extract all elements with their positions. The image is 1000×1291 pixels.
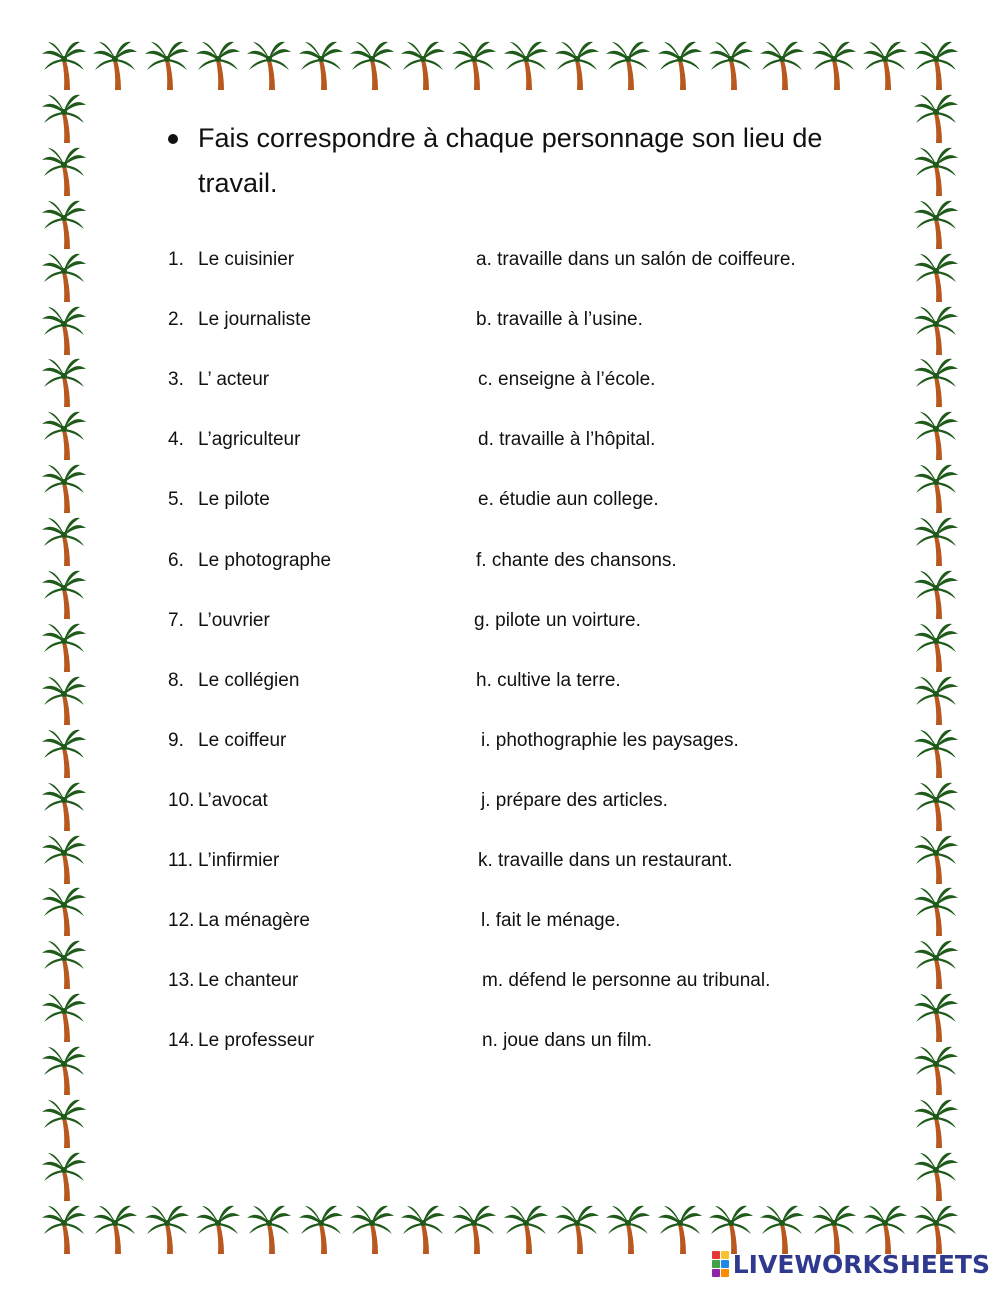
item-term: L’ acteur [198, 369, 270, 390]
palm-tree-icon [196, 1204, 240, 1256]
palm-tree-icon [196, 40, 240, 92]
list-item [0, 429, 1000, 459]
palm-tree-icon [42, 1151, 86, 1203]
palm-tree-icon [350, 40, 394, 92]
item-number: 3. [168, 369, 184, 390]
item-term: Le journaliste [198, 309, 312, 330]
palm-tree-icon [658, 40, 702, 92]
palm-tree-icon [709, 1204, 753, 1256]
item-definition: e. étudie aun college. [478, 489, 659, 510]
palm-tree-icon [93, 40, 137, 92]
item-definition: d. travaille à l’hôpital. [478, 429, 656, 450]
palm-tree-icon [914, 1151, 958, 1203]
palm-tree-icon [555, 1204, 599, 1256]
logo-square [721, 1269, 729, 1277]
palm-tree-icon [914, 199, 958, 251]
palm-tree-icon [93, 1204, 137, 1256]
palm-tree-icon [914, 1204, 958, 1256]
list-item [0, 850, 1000, 880]
item-number: 12. [168, 910, 195, 931]
list-item [0, 489, 1000, 519]
list-item [0, 670, 1000, 700]
palm-tree-icon [606, 1204, 650, 1256]
palm-tree-icon [812, 40, 856, 92]
item-number: 11. [168, 850, 194, 871]
item-number: 2. [168, 309, 184, 330]
item-number: 5. [168, 489, 184, 510]
item-number: 4. [168, 429, 184, 450]
item-definition: i. phothographie les paysages. [481, 730, 739, 751]
item-number: 9. [168, 730, 184, 751]
logo-square [721, 1260, 729, 1268]
palm-tree-icon [350, 1204, 394, 1256]
palm-tree-icon [145, 1204, 189, 1256]
palm-tree-icon [299, 40, 343, 92]
item-term: L’infirmier [198, 850, 280, 871]
item-definition: g. pilote un voirture. [474, 610, 641, 631]
palm-tree-icon [709, 40, 753, 92]
item-term: L’avocat [198, 790, 268, 811]
liveworksheets-logo [712, 1251, 990, 1277]
logo-square [712, 1269, 720, 1277]
item-term: La ménagère [198, 910, 310, 931]
palm-tree-icon [504, 40, 548, 92]
item-definition: a. travaille dans un salón de coiffeure. [476, 249, 796, 270]
palm-tree-icon [812, 1204, 856, 1256]
palm-tree-icon [42, 1204, 86, 1256]
palm-tree-icon [914, 146, 958, 198]
item-term: Le cuisinier [198, 249, 295, 270]
palm-tree-icon [452, 40, 496, 92]
logo-square [721, 1251, 729, 1259]
palm-tree-icon [914, 40, 958, 92]
palm-tree-icon [452, 1204, 496, 1256]
list-item [0, 550, 1000, 580]
list-item [0, 1030, 1000, 1060]
palm-tree-icon [760, 1204, 804, 1256]
palm-tree-icon [658, 1204, 702, 1256]
bullet-icon [168, 134, 178, 144]
palm-tree-icon [914, 93, 958, 145]
item-definition: n. joue dans un film. [482, 1030, 653, 1051]
item-term: L’agriculteur [198, 429, 301, 450]
list-item [0, 790, 1000, 820]
palm-tree-icon [863, 40, 907, 92]
item-number: 1. [168, 249, 184, 270]
palm-tree-icon [42, 93, 86, 145]
logo-square [712, 1260, 720, 1268]
instruction-text: Fais correspondre à chaque personnage son lieu de travail. [198, 123, 823, 198]
item-term: Le photographe [198, 550, 332, 571]
item-definition: c. enseigne à l’école. [478, 369, 656, 390]
list-item [0, 309, 1000, 339]
palm-tree-icon [401, 1204, 445, 1256]
item-definition: m. défend le personne au tribunal. [482, 970, 771, 991]
palm-tree-icon [42, 199, 86, 251]
palm-tree-icon [42, 1098, 86, 1150]
palm-tree-icon [247, 40, 291, 92]
palm-tree-icon [863, 1204, 907, 1256]
logo-square [712, 1251, 720, 1259]
palm-tree-icon [760, 40, 804, 92]
logo-mark-icon [712, 1251, 729, 1277]
item-number: 7. [168, 610, 184, 631]
palm-tree-icon [42, 40, 86, 92]
palm-tree-icon [606, 40, 650, 92]
list-item [0, 249, 1000, 279]
item-term: Le professeur [198, 1030, 315, 1051]
palm-tree-icon [555, 40, 599, 92]
item-definition: l. fait le ménage. [481, 910, 621, 931]
item-number: 14. [168, 1030, 195, 1051]
item-number: 6. [168, 550, 184, 571]
palm-tree-icon [145, 40, 189, 92]
item-definition: j. prépare des articles. [481, 790, 668, 811]
list-item [0, 730, 1000, 760]
list-item [0, 910, 1000, 940]
item-term: Le coiffeur [198, 730, 287, 751]
item-number: 10. [168, 790, 195, 811]
item-number: 13. [168, 970, 195, 991]
palm-tree-icon [299, 1204, 343, 1256]
instruction [168, 116, 868, 206]
list-item [0, 610, 1000, 640]
palm-tree-icon [504, 1204, 548, 1256]
item-definition: h. cultive la terre. [476, 670, 621, 691]
item-number: 8. [168, 670, 184, 691]
item-term: Le chanteur [198, 970, 299, 991]
list-item [0, 970, 1000, 1000]
item-term: Le pilote [198, 489, 270, 510]
palm-tree-icon [42, 146, 86, 198]
item-definition: k. travaille dans un restaurant. [478, 850, 733, 871]
palm-tree-icon [914, 1098, 958, 1150]
list-item [0, 369, 1000, 399]
palm-tree-icon [247, 1204, 291, 1256]
brand-name: LIVEWORKSHEETS [732, 1249, 990, 1279]
item-term: L’ouvrier [198, 610, 270, 631]
palm-tree-icon [401, 40, 445, 92]
item-definition: f. chante des chansons. [476, 550, 677, 571]
item-term: Le collégien [198, 670, 300, 691]
item-definition: b. travaille à l’usine. [476, 309, 643, 330]
